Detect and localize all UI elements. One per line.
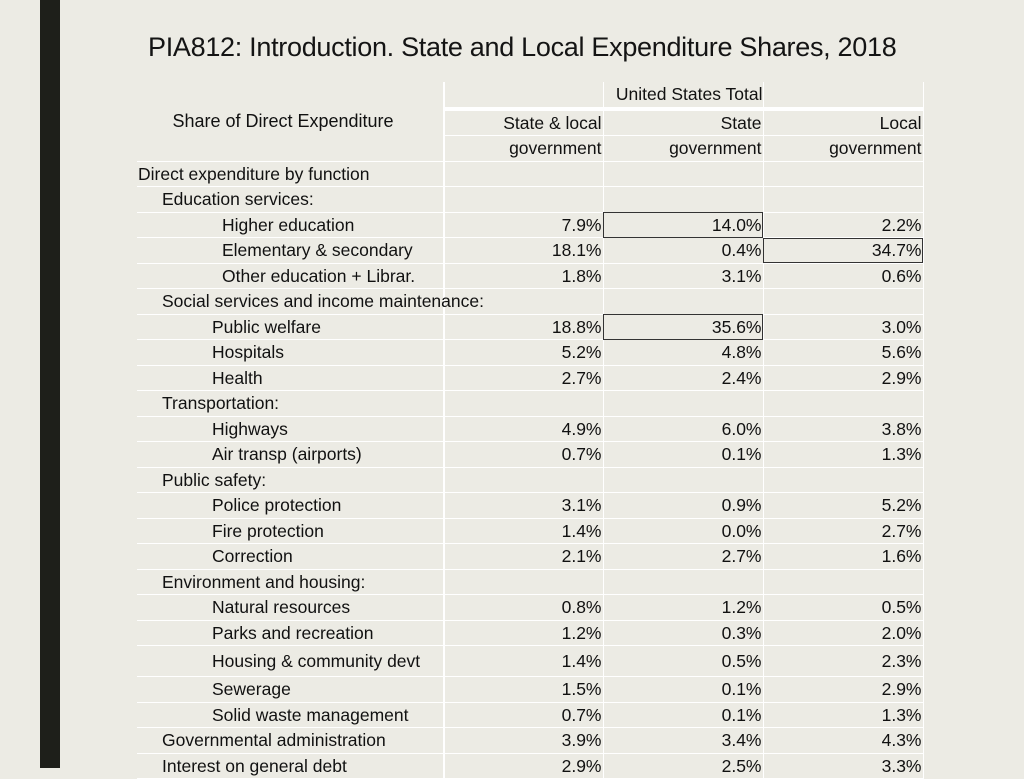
table-row: [137, 212, 923, 238]
local-value: [763, 391, 923, 417]
row-label: Housing & community devt: [137, 646, 444, 677]
local-value: 1.6%: [763, 544, 923, 570]
state-value: [603, 569, 763, 595]
table-row: [137, 289, 923, 315]
row-label: Elementary & secondary: [137, 238, 444, 264]
table-row: [137, 467, 923, 493]
group-header: United States Total: [603, 82, 763, 109]
row-label: Natural resources: [137, 595, 444, 621]
table-body: [137, 161, 923, 779]
local-value: 3.3%: [763, 753, 923, 779]
state-local-value: 2.9%: [444, 753, 603, 779]
row-label: Sewerage: [137, 677, 444, 703]
local-value: [763, 467, 923, 493]
state-value: 6.0%: [603, 416, 763, 442]
state-value: 0.9%: [603, 493, 763, 519]
local-value: 1.3%: [763, 442, 923, 468]
state-value: 2.7%: [603, 544, 763, 570]
table-row: [137, 263, 923, 289]
state-value: 35.6%: [603, 314, 763, 340]
state-local-value: 18.1%: [444, 238, 603, 264]
table-row: [137, 702, 923, 728]
row-label: Public welfare: [137, 314, 444, 340]
state-local-value: 18.8%: [444, 314, 603, 340]
row-label: Transportation:: [137, 391, 444, 417]
state-local-value: 1.8%: [444, 263, 603, 289]
row-label: Interest on general debt: [137, 753, 444, 779]
slide-title: PIA812: Introduction. State and Local Expenditure Shares, 2018: [148, 32, 897, 62]
local-value: [763, 187, 923, 213]
local-value: 0.6%: [763, 263, 923, 289]
col-header-local: Local: [763, 109, 923, 136]
row-label: Police protection: [137, 493, 444, 519]
state-local-value: [444, 467, 603, 493]
row-label: Hospitals: [137, 340, 444, 366]
state-value: 3.1%: [603, 263, 763, 289]
row-label: Air transp (airports): [137, 442, 444, 468]
state-value: [603, 391, 763, 417]
local-value: [763, 161, 923, 187]
state-local-value: [444, 569, 603, 595]
table-row: [137, 391, 923, 417]
state-local-value: [444, 161, 603, 187]
table-row: [137, 569, 923, 595]
row-label: Social services and income maintenance:: [137, 289, 444, 315]
local-value: 5.2%: [763, 493, 923, 519]
local-value: 3.0%: [763, 314, 923, 340]
table-row: [137, 493, 923, 519]
state-value: [603, 289, 763, 315]
row-label: Other education + Librar.: [137, 263, 444, 289]
row-label: Fire protection: [137, 518, 444, 544]
state-value: 0.1%: [603, 702, 763, 728]
table-row: [137, 518, 923, 544]
row-label: Direct expenditure by function: [137, 161, 444, 187]
table-row: [137, 646, 923, 677]
state-value: 2.5%: [603, 753, 763, 779]
state-value: [603, 187, 763, 213]
state-local-value: 2.1%: [444, 544, 603, 570]
state-local-value: 2.7%: [444, 365, 603, 391]
state-local-value: 0.8%: [444, 595, 603, 621]
state-local-value: 1.4%: [444, 646, 603, 677]
table-row: [137, 595, 923, 621]
local-value: 2.7%: [763, 518, 923, 544]
table-row: [137, 677, 923, 703]
state-value: 0.4%: [603, 238, 763, 264]
table-header: [137, 82, 923, 161]
state-local-value: 3.9%: [444, 728, 603, 754]
table-row: [137, 340, 923, 366]
col-header-state: State: [603, 109, 763, 136]
local-value: 3.8%: [763, 416, 923, 442]
row-label: Environment and housing:: [137, 569, 444, 595]
row-label: Higher education: [137, 212, 444, 238]
state-local-value: 7.9%: [444, 212, 603, 238]
state-value: 0.0%: [603, 518, 763, 544]
table-row: [137, 442, 923, 468]
row-label: Health: [137, 365, 444, 391]
local-value: 1.3%: [763, 702, 923, 728]
local-value: 5.6%: [763, 340, 923, 366]
table-row: [137, 544, 923, 570]
row-label: Highways: [137, 416, 444, 442]
state-value: 2.4%: [603, 365, 763, 391]
state-value: 0.1%: [603, 442, 763, 468]
state-local-value: 0.7%: [444, 442, 603, 468]
local-value: 2.9%: [763, 365, 923, 391]
table-row: [137, 365, 923, 391]
row-label: Education services:: [137, 187, 444, 213]
col-header-state-local-sub: government: [444, 136, 603, 162]
row-label: Parks and recreation: [137, 620, 444, 646]
state-value: 14.0%: [603, 212, 763, 238]
slide-accent-bar: [40, 0, 60, 768]
state-value: 3.4%: [603, 728, 763, 754]
state-local-value: 4.9%: [444, 416, 603, 442]
col-header-state-sub: government: [603, 136, 763, 162]
row-label: Correction: [137, 544, 444, 570]
state-value: 0.3%: [603, 620, 763, 646]
state-local-value: [444, 391, 603, 417]
expenditure-table: [137, 82, 924, 779]
local-value: 2.0%: [763, 620, 923, 646]
row-label-header: Share of Direct Expenditure: [137, 82, 444, 161]
state-value: [603, 161, 763, 187]
local-value: 2.3%: [763, 646, 923, 677]
state-local-value: 1.4%: [444, 518, 603, 544]
state-value: 1.2%: [603, 595, 763, 621]
table-row: [137, 728, 923, 754]
state-value: 0.5%: [603, 646, 763, 677]
local-value: 0.5%: [763, 595, 923, 621]
table-row: [137, 161, 923, 187]
table-row: [137, 238, 923, 264]
table-row: [137, 753, 923, 779]
row-label: Solid waste management: [137, 702, 444, 728]
table-row: [137, 620, 923, 646]
state-local-value: 1.5%: [444, 677, 603, 703]
state-local-value: 1.2%: [444, 620, 603, 646]
state-value: 4.8%: [603, 340, 763, 366]
table-row: [137, 416, 923, 442]
row-label: Public safety:: [137, 467, 444, 493]
state-local-value: 0.7%: [444, 702, 603, 728]
local-value: 34.7%: [763, 238, 923, 264]
local-value: [763, 289, 923, 315]
state-value: [603, 467, 763, 493]
local-value: 2.2%: [763, 212, 923, 238]
local-value: [763, 569, 923, 595]
state-local-value: [444, 187, 603, 213]
local-value: 2.9%: [763, 677, 923, 703]
row-label: Governmental administration: [137, 728, 444, 754]
col-header-state-local: State & local: [444, 109, 603, 136]
local-value: 4.3%: [763, 728, 923, 754]
table-row: [137, 187, 923, 213]
col-header-local-sub: government: [763, 136, 923, 162]
state-value: 0.1%: [603, 677, 763, 703]
state-local-value: 3.1%: [444, 493, 603, 519]
state-local-value: 5.2%: [444, 340, 603, 366]
table-row: [137, 314, 923, 340]
